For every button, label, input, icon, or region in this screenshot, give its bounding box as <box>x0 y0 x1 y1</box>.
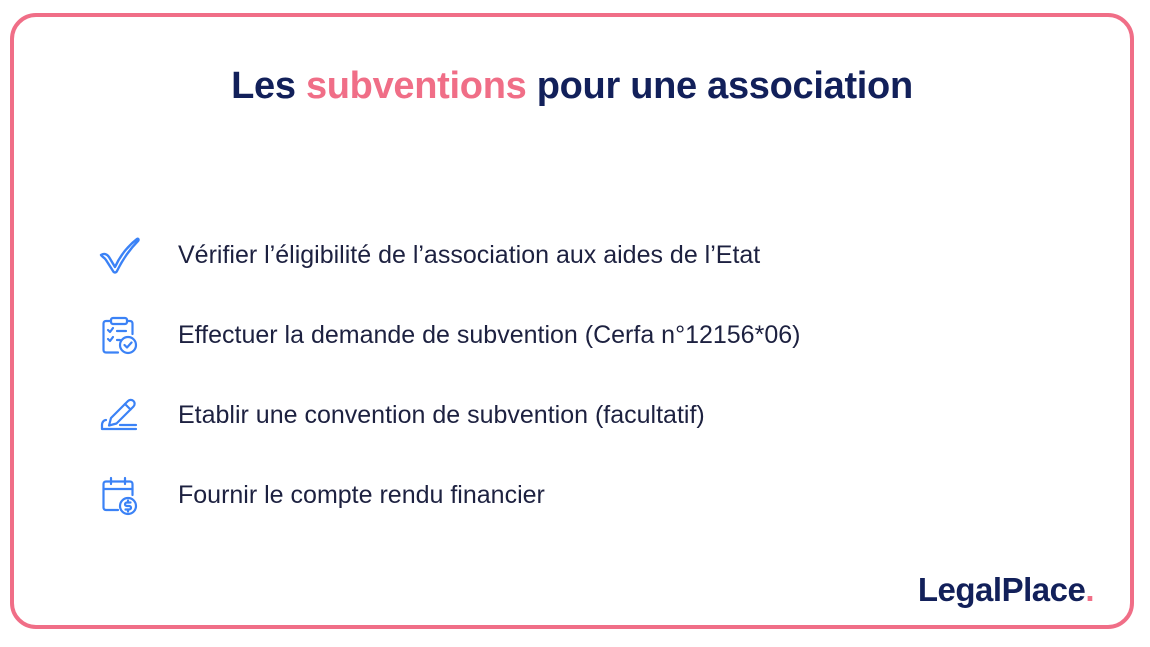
step-label: Vérifier l’éligibilité de l’association aux aides de l’Etat <box>178 240 761 269</box>
brand-name: LegalPlace <box>917 571 1086 608</box>
step-item <box>98 455 800 535</box>
brand-dot: . <box>1085 571 1094 608</box>
step-item <box>98 215 800 295</box>
title-suffix: pour une association <box>526 65 913 107</box>
steps-list <box>98 215 800 535</box>
step-item <box>98 295 800 375</box>
page-title <box>14 65 1130 108</box>
brand-logo <box>918 571 1094 609</box>
checkmark-icon <box>98 234 140 276</box>
calendar-dollar-icon <box>98 474 140 516</box>
step-item <box>98 375 800 455</box>
clipboard-check-icon <box>98 314 140 356</box>
step-label: Fournir le compte rendu financier <box>178 480 545 509</box>
pen-signature-icon <box>98 394 140 436</box>
step-label: Etablir une convention de subvention (facultatif) <box>178 400 705 429</box>
title-highlight: subventions <box>305 65 527 107</box>
step-label: Effectuer la demande de subvention (Cerfa n°12156*06) <box>178 320 801 349</box>
infographic-card <box>10 13 1134 629</box>
title-prefix: Les <box>231 65 306 107</box>
